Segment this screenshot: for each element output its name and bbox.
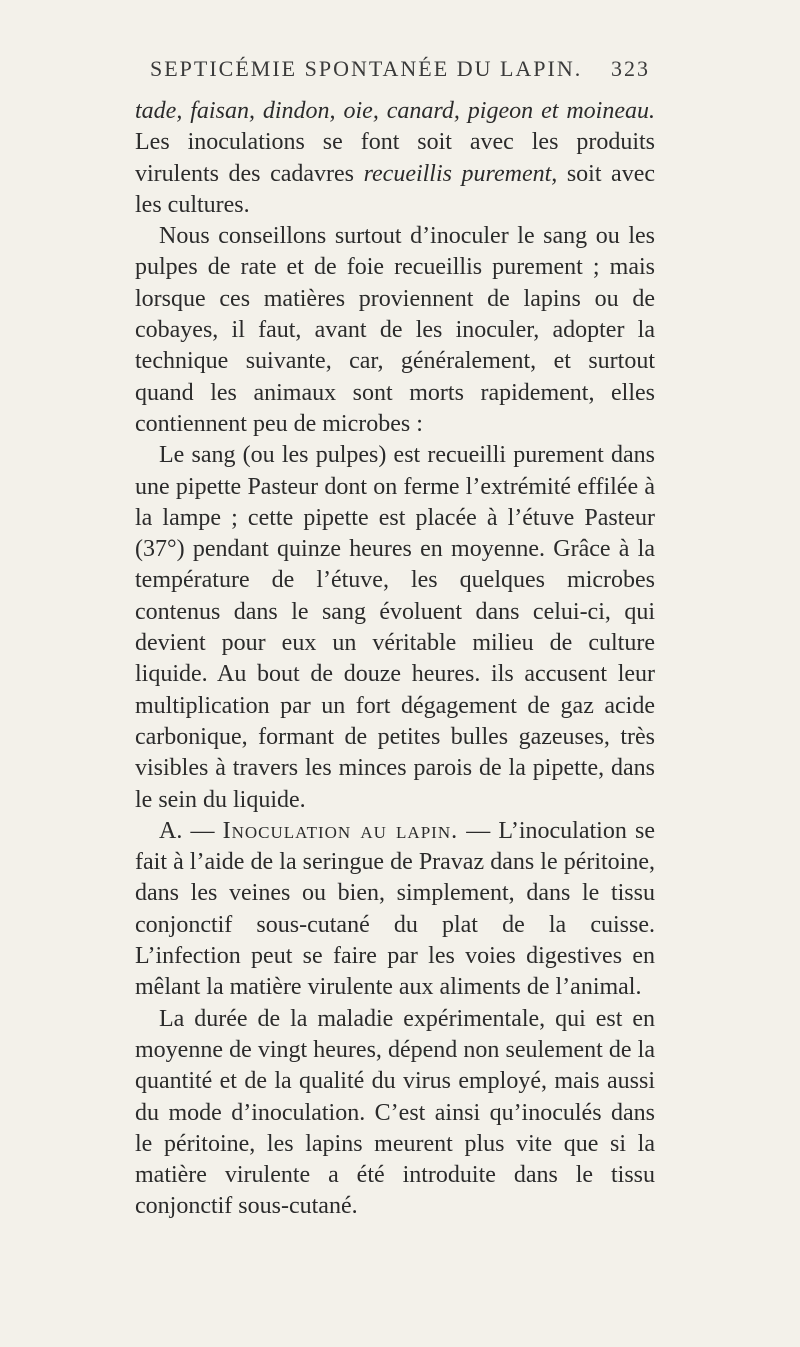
- running-head: [150, 56, 650, 86]
- paragraph-3: [135, 440, 655, 816]
- paragraph-1-text-a: Les inoculations se font soit avec les produits virulents des cadavres: [135, 129, 655, 187]
- paragraph-2: [135, 221, 655, 440]
- paragraph-1: [135, 96, 655, 221]
- italic-emphasis: recueillis purement,: [363, 160, 558, 187]
- paragraph-4-text: — L’inoculation se fait à l’aide de la seringue de Pravaz dans le péritoine, dans les veines ou bien, simplement, dans le tissu conjonctif sous-cutané du plat de la cuisse. L’infection peut se faire par les voies digestives en mêlant la matière virulente aux aliments de l’animal.: [135, 817, 655, 1001]
- section-heading-prefix: A. —: [159, 817, 223, 844]
- running-head-title: SEPTICÉMIE SPONTANÉE DU LAPIN.: [150, 56, 583, 81]
- paragraph-2-text: Nous conseillons surtout d’inoculer le sang ou les pulpes de rate et de foie recueillis purement ; mais lorsque ces matières proviennent de lapins ou de cobayes, il faut, avant de les inoculer, adopter la technique suivante, car, généralement, et surtout quand les animaux sont morts rapidement, elles contiennent peu de microbes :: [135, 223, 655, 437]
- page-number: 323: [611, 56, 650, 81]
- body-text: [135, 96, 655, 1223]
- paragraph-3-text: Le sang (ou les pulpes) est recueilli purement dans une pipette Pasteur dont on ferme l’extrémité effilée à la lampe ; cette pipette est placée à l’étuve Pasteur (37°) pendant quinze heures en moyenne. Grâce à la température de l’étuve, les quelques microbes contenus dans le sang évoluent dans celui-ci, qui devient pour eux un véritable milieu de culture liquide. Au bout de douze heures. ils accusent leur multiplication par un fort dégagement de gaz acide carbonique, formant de petites bulles gazeuses, très visibles à travers les minces parois de la pipette, dans le sein du liquide.: [135, 442, 655, 813]
- section-heading: Inoculation au lapin.: [222, 817, 459, 844]
- paragraph-1-text-b: soit avec les cultures.: [135, 160, 656, 218]
- paragraph-5-text: La durée de la maladie expérimentale, qui est en moyenne de vingt heures, dépend non seulement de la quantité et de la qualité du virus employé, mais aussi du mode d’inoculation. C’est ainsi qu’inoculés dans le péritoine, les lapins meurent plus vite que si la matière virulente a été introduite dans le tissu conjonctif sous-cutané.: [135, 1005, 655, 1220]
- paragraph-4: [135, 816, 655, 1004]
- italic-lead: tade, faisan, dindon, oie, canard, pigeon et moineau.: [135, 98, 655, 124]
- paragraph-5: [135, 1004, 655, 1223]
